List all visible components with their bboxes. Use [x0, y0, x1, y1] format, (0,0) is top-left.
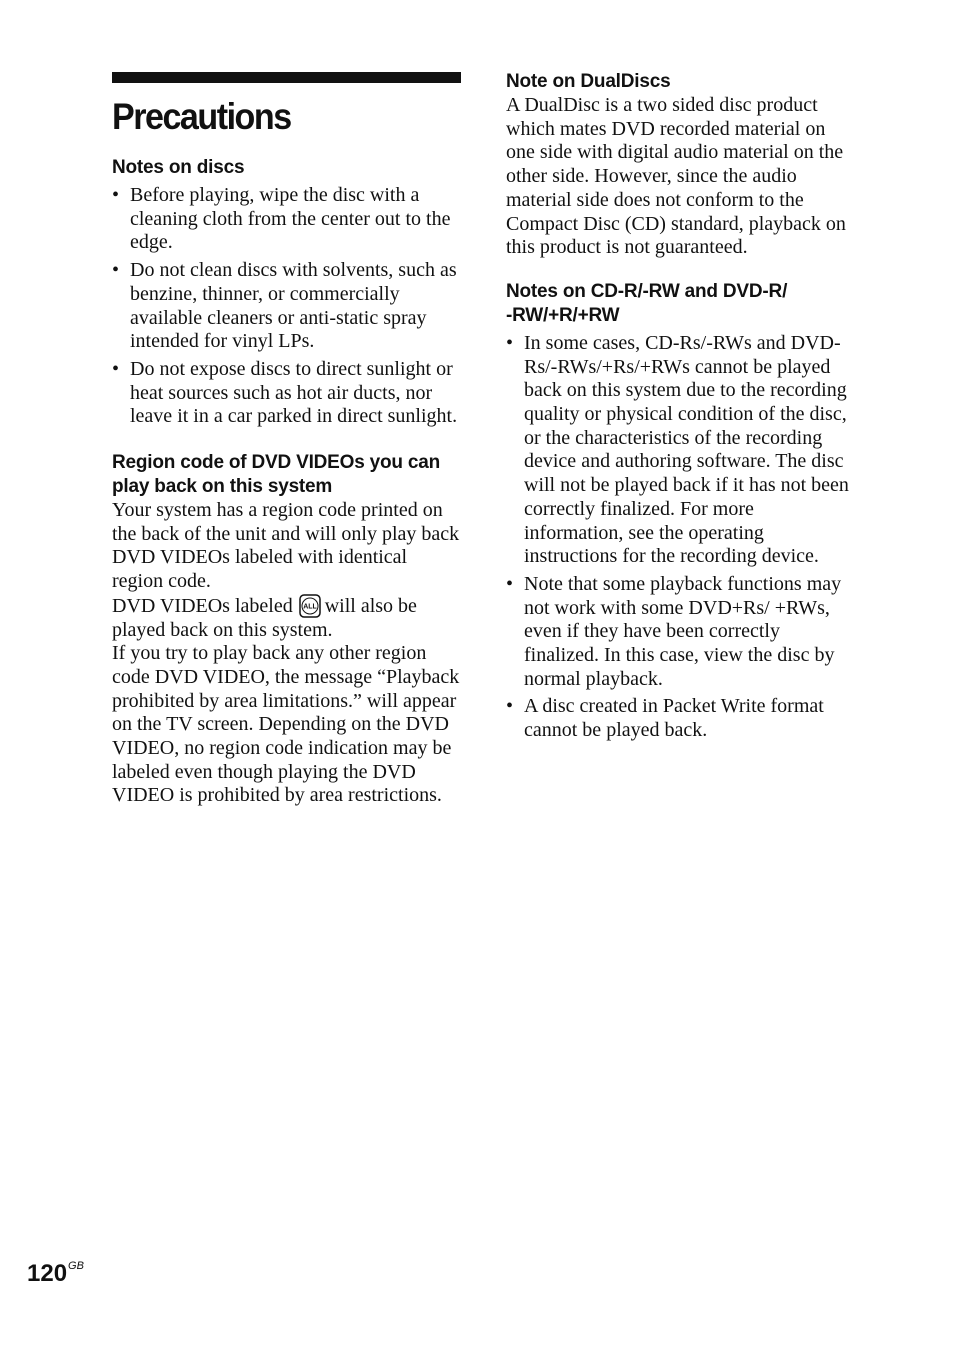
left-column — [112, 72, 462, 808]
list-item: • Do not clean discs with solvents, such as benzine, thinner, or commercially available cleaners or anti-static spray intended for vinyl LPs. — [112, 259, 457, 353]
dualdiscs-text: A DualDisc is a two sided disc product which mates DVD recorded material on one side with digital audio material on the other side. However, since the audio material side does not conform to the Compact Disc (CD) standard, playback on this product is not guaranteed. — [506, 94, 846, 259]
right-column — [506, 70, 856, 747]
page-title: Precautions — [112, 96, 291, 137]
cdr-notes-list — [506, 332, 856, 743]
page-region-suffix: GB — [68, 1260, 84, 1272]
cdr-notes-heading: Notes on CD-R/-RW and DVD-R/ -RW/+R/+RW — [506, 280, 788, 326]
region-code-heading: Region code of DVD VIDEOs you can play back on this system — [112, 452, 441, 498]
list-item: • Note that some playback functions may not work with some DVD+Rs/ +RWs, even if they have been correctly finalized. In this case, view the disc by normal playback. — [506, 572, 842, 690]
bullet-icon: • — [112, 259, 120, 282]
region-code-para-2: DVD VIDEOs labeled ALL will also be played back on this system. — [112, 594, 417, 641]
title-rule — [112, 72, 461, 83]
bullet-icon: • — [112, 357, 120, 380]
bullet-icon: • — [506, 572, 514, 595]
list-item: • A disc created in Packet Write format cannot be played back. — [506, 695, 824, 742]
bullet-icon: • — [506, 695, 514, 718]
dualdiscs-section — [506, 70, 856, 260]
region-all-icon — [299, 594, 321, 618]
list-item: • Do not expose discs to direct sunlight or heat sources such as hot air ducts, nor leave it in a car parked in direct sunlight. — [112, 357, 458, 428]
cdr-notes-section — [506, 280, 856, 743]
bullet-icon: • — [112, 184, 120, 206]
region-code-para-3: If you try to play back any other region code DVD VIDEO, the message “Playback prohibited by area limitations.” will appear on the TV screen. Depending on the DVD VIDEO, no region code indication may be labeled even though playing the DVD VIDEO is prohibited by area restrictions. — [112, 642, 460, 807]
list-item: • In some cases, CD-Rs/-RWs and DVD-Rs/-RWs/+Rs/+RWs cannot be played back on this system due to the recording quality or physical condition of the disc, or the characteristics of the recording device and authoring software. The disc will not be played back if it has not been correctly finalized. For more information, see the operating instructions for the recording device. — [506, 331, 849, 568]
region-icon-label: ALL — [302, 603, 317, 611]
bullet-icon: • — [506, 331, 514, 354]
region-code-para-1: Your system has a region code printed on the back of the unit and will only play back DVD VIDEOs labeled with identical region code. — [112, 499, 460, 593]
page-number: $120^{GB}$ — [27, 1260, 84, 1287]
notes-on-discs-section — [112, 156, 462, 429]
region-code-section — [112, 451, 462, 808]
notes-on-discs-heading: Notes on discs — [112, 157, 245, 178]
notes-on-discs-list — [112, 184, 462, 429]
dualdiscs-heading: Note on DualDiscs — [506, 71, 671, 92]
list-item: • Before playing, wipe the disc with a cleaning cloth from the center out to the edge. — [112, 184, 451, 254]
